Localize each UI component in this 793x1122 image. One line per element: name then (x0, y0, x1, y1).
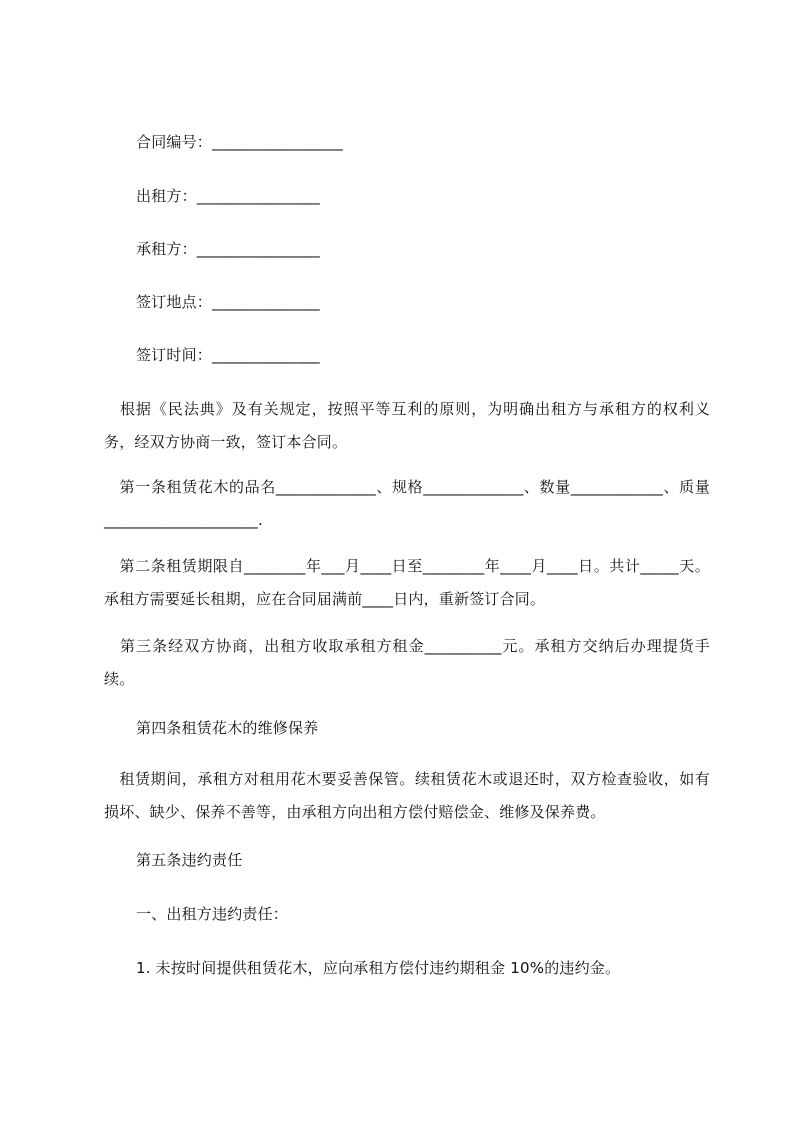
lessor-field: 出租方：________________ (136, 187, 321, 205)
sign-place-field: 签订地点：______________ (136, 293, 320, 311)
article-5-heading: 第五条违约责任 (136, 851, 243, 869)
article-3-paragraph: 第三条经双方协商，出租方收取承租方租金__________元。承租方交纳后办理提货手续。 (104, 637, 710, 688)
lessor-breach-heading: 一、出租方违约责任： (136, 905, 289, 923)
article-4-heading: 第四条租赁花木的维修保养 (136, 719, 319, 737)
lessee-field: 承租方：________________ (136, 240, 321, 258)
preamble-paragraph: 根据《民法典》及有关规定，按照平等互利的原则，为明确出租方与承租方的权利义务，经双方协商一致，签订本合同。 (104, 400, 710, 451)
breach-item-1: 1. 未按时间提供租赁花木，应向承租方偿付违约期租金 10%的违约金。 (136, 959, 621, 977)
contract-number-field: 合同编号：_________________ (136, 133, 343, 151)
article-4-paragraph: 租赁期间，承租方对租用花木要妥善保管。续租赁花木或退还时，双方检查验收，如有损坏、缺少、保养不善等，由承租方向出租方偿付赔偿金、维修及保养费。 (104, 770, 710, 821)
article-1-paragraph: 第一条租赁花木的品名_____________、规格_____________、数量____________、质量____________________. (104, 478, 710, 529)
sign-time-field: 签订时间：______________ (136, 346, 320, 364)
article-2-paragraph: 第二条租赁期限自________年___月____日至________年____月____日。共计_____天。承租方需要延长租期，应在合同届满前____日内，重新签订合同。 (104, 557, 710, 608)
